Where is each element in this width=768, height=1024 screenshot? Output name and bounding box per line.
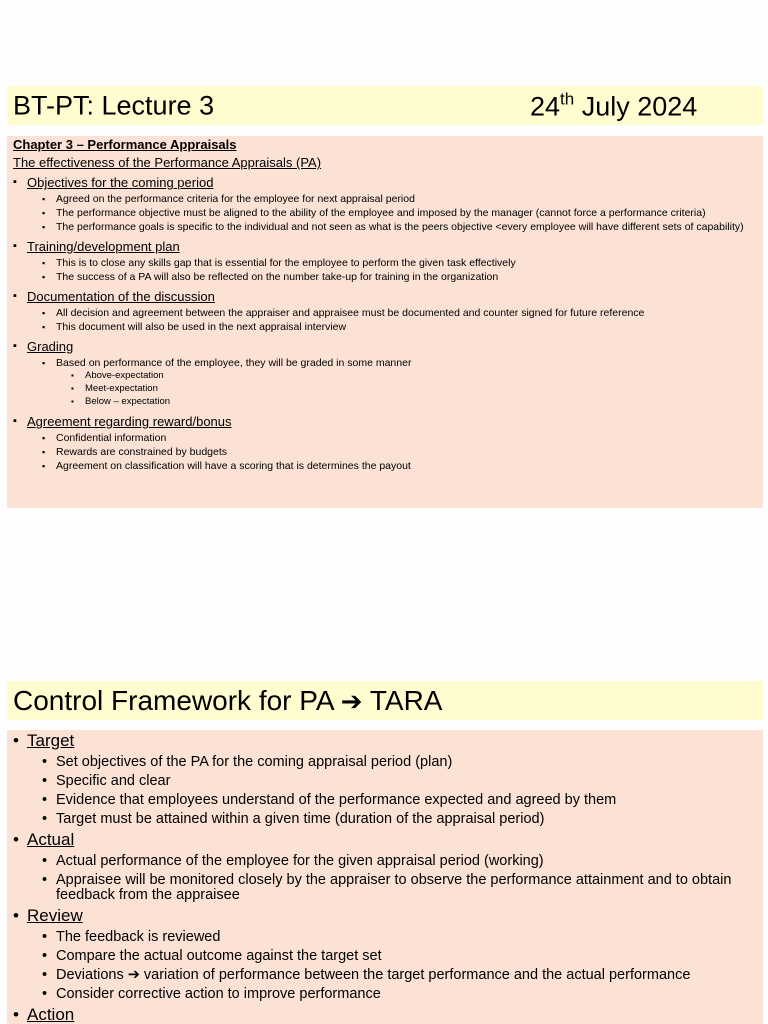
- bullet-item: ▪ Agreement on classification will have a scoring that is determines the payout: [13, 461, 757, 471]
- bullet-item: ▪ All decision and agreement between the appraiser and appraisee must be documented and counter signed for future reference: [13, 308, 757, 318]
- section-heading-text: Target: [27, 731, 75, 750]
- bullet-item: • Compare the actual outcome against the target set: [13, 949, 757, 964]
- slide2-title: [13, 685, 442, 717]
- section-heading-text: Agreement regarding reward/bonus: [27, 414, 232, 429]
- section-heading: [13, 830, 757, 850]
- section-heading: [13, 339, 757, 354]
- section-group: [13, 731, 757, 827]
- section-heading: [13, 906, 757, 926]
- slide1-content: [7, 136, 763, 508]
- slide1-date: [530, 89, 697, 122]
- date-rest: July 2024: [574, 91, 698, 121]
- date-day: 24: [530, 91, 561, 121]
- slide2-title-post: TARA: [362, 684, 443, 716]
- slide1-title: BT-PT: Lecture 3: [13, 90, 215, 120]
- bullet-item: ▪ Agreed on the performance criteria for the employee for next appraisal period: [13, 194, 757, 204]
- bullet-item: ▪ The performance objective must be aligned to the ability of the employee and imposed by the manager (cannot force a performance criteria): [13, 208, 757, 218]
- section-heading-text: Training/development plan: [27, 239, 180, 254]
- bullet-item: • Evidence that employees understand of the performance expected and agreed by them: [13, 793, 757, 808]
- section-heading-text: Grading: [27, 339, 74, 354]
- bullet-item: • The feedback is reviewed: [13, 930, 757, 945]
- section-group: [13, 239, 757, 282]
- bullet-item: ▪ Confidential information: [13, 433, 757, 443]
- bullet-item: ▪ The success of a PA will also be reflected on the number take-up for training in the organization: [13, 272, 757, 282]
- slide2-content: [7, 730, 763, 1024]
- arrow-right-icon: ➔: [340, 685, 363, 716]
- section-group: [13, 1005, 757, 1024]
- sub-bullet-item: ▪ Below – expectation: [13, 397, 757, 407]
- slide1-bullet-list: [13, 175, 757, 471]
- section-group: [13, 175, 757, 232]
- bullet-item: ▪ This is to close any skills gap that is essential for the employee to perform the given task effectively: [13, 258, 757, 268]
- bullet-item: • Target must be attained within a given time (duration of the appraisal period): [13, 812, 757, 827]
- bullet-item: ▪ Rewards are constrained by budgets: [13, 447, 757, 457]
- sub-bullet-item: ▪ Meet-expectation: [13, 384, 757, 394]
- section-group: [13, 906, 757, 1002]
- bullet-item: • Set objectives of the PA for the coming appraisal period (plan): [13, 755, 757, 770]
- bullet-item: • Deviations ➔ variation of performance between the target performance and the actual performance: [13, 968, 757, 983]
- section-group: [13, 289, 757, 332]
- slide1-subtitle: The effectiveness of the Performance Appraisals (PA): [13, 155, 322, 170]
- bullet-item: ▪ This document will also be used in the next appraisal interview: [13, 322, 757, 332]
- section-heading: [13, 731, 757, 751]
- slide2-bullet-list: [13, 731, 757, 1024]
- section-heading: [13, 414, 757, 429]
- section-heading: [13, 239, 757, 254]
- slide1-title-bar: [7, 86, 763, 125]
- sub-bullet-item: ▪ Above-expectation: [13, 371, 757, 381]
- bullet-item: ▪ Based on performance of the employee, they will be graded in some manner: [13, 358, 757, 368]
- bullet-item: • Actual performance of the employee for the given appraisal period (working): [13, 854, 757, 869]
- bullet-item: • Appraisee will be monitored closely by the appraiser to observe the performance attainment and to obtain feedback from the appraisee: [13, 873, 757, 903]
- section-heading: [13, 1005, 757, 1024]
- date-suffix: th: [560, 89, 575, 108]
- chapter-heading: Chapter 3 – Performance Appraisals: [13, 137, 237, 152]
- section-heading: [13, 289, 757, 304]
- section-heading-text: Objectives for the coming period: [27, 175, 214, 190]
- slide2-title-bar: [7, 681, 763, 720]
- bullet-item: • Specific and clear: [13, 774, 757, 789]
- section-heading: [13, 175, 757, 190]
- section-heading-text: Review: [27, 906, 83, 925]
- section-heading-text: Documentation of the discussion: [27, 289, 215, 304]
- bullet-item: ▪ The performance goals is specific to the individual and not seen as what is the peers objective <every employee will have different sets of capability): [13, 222, 757, 232]
- section-heading-text: Actual: [27, 830, 75, 849]
- slide2-title-pre: Control Framework for PA: [13, 684, 341, 716]
- section-group: [13, 414, 757, 471]
- bullet-item: • Consider corrective action to improve performance: [13, 987, 757, 1002]
- section-group: [13, 830, 757, 903]
- section-heading-text: Action: [27, 1005, 75, 1024]
- section-group: [13, 339, 757, 407]
